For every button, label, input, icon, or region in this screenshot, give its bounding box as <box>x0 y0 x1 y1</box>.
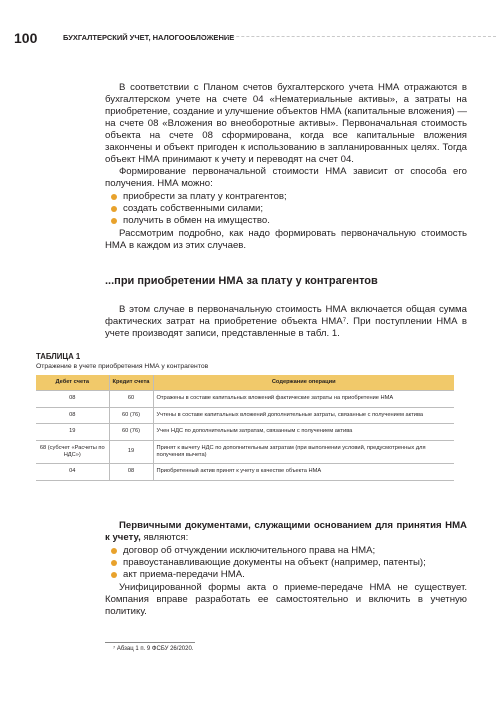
section-paragraph: В этом случае в первоначальную стоимость НМА включается общая сумма фактических затрат на приобретение объекта НМА⁷. При поступлении НМА в учете производят записи, представленные в табл. 1. <box>105 304 467 339</box>
cell-debit: 19 <box>36 424 109 440</box>
table-subcaption: Отражение в учете приобретения НМА у контрагентов <box>36 363 209 370</box>
documents-lead-bold: Первичными документами, служащими основанием для принятия НМА к учету, <box>105 520 467 543</box>
table-row <box>36 391 454 407</box>
list-item: приобрести за плату у контрагентов; <box>105 191 467 203</box>
col-header-debit: Дебет счета <box>36 375 109 391</box>
cell-debit: 04 <box>36 464 109 480</box>
cell-content: Учен НДС по дополнительным затратам, связанным с получением актива <box>153 424 454 440</box>
intro-block <box>105 82 467 252</box>
table-caption: ТАБЛИЦА 1 <box>36 352 81 361</box>
table-row <box>36 464 454 480</box>
cell-credit: 60 <box>109 391 153 407</box>
page-header <box>0 0 496 48</box>
footnote-rule <box>105 642 195 643</box>
list-item: правоустанавливающие документы на объект (например, патенты); <box>105 557 467 569</box>
cell-credit: 08 <box>109 464 153 480</box>
table-row <box>36 407 454 423</box>
documents-lead-rest: являются: <box>140 532 189 543</box>
documents-list <box>105 545 467 581</box>
list-item: получить в обмен на имущество. <box>105 215 467 227</box>
header-rule <box>196 36 496 37</box>
cell-content: Принят к вычету НДС по дополнительным затратам (при выполнении условий, предусмотренных для получения вычета) <box>153 440 454 464</box>
section-paragraph-block <box>105 304 467 340</box>
cell-credit: 19 <box>109 440 153 464</box>
cell-debit: 08 <box>36 391 109 407</box>
section-title: БУХГАЛТЕРСКИЙ УЧЕТ, НАЛОГООБЛОЖЕНИЕ <box>63 33 235 42</box>
intro-paragraph-3: Рассмотрим подробно, как надо формировать первоначальную стоимость НМА в каждом из этих случаев. <box>105 228 467 251</box>
documents-lead <box>105 520 467 544</box>
table-header-row <box>36 375 454 391</box>
intro-paragraph-2: Формирование первоначальной стоимости НМА зависит от способа его получения. НМА можно: <box>105 166 467 189</box>
section-subheading: ...при приобретении НМА за плату у контрагентов <box>105 275 378 287</box>
cell-content: Приобретенный актив принят к учету в качестве объекта НМА <box>153 464 454 480</box>
documents-block <box>105 520 467 618</box>
cell-credit: 60 (76) <box>109 407 153 423</box>
table-row <box>36 424 454 440</box>
entries-table <box>36 375 454 481</box>
list-item: создать собственными силами; <box>105 203 467 215</box>
page-number: 100 <box>14 30 38 46</box>
cell-debit: 68 (субсчет «Расчеты по НДС») <box>36 440 109 464</box>
list-item: договор об отчуждении исключительного права на НМА; <box>105 545 467 557</box>
footnote: ⁷ Абзац 1 п. 9 ФСБУ 26/2020. <box>113 646 194 652</box>
list-item: акт приема-передачи НМА. <box>105 569 467 581</box>
cell-credit: 60 (76) <box>109 424 153 440</box>
col-header-content: Содержание операции <box>153 375 454 391</box>
documents-final-paragraph: Унифицированной формы акта о приеме-передаче НМА не существует. Компания вправе разработать ее самостоятельно и включить в учетную политику. <box>105 582 467 617</box>
table-row <box>36 440 454 464</box>
col-header-credit: Кредит счета <box>109 375 153 391</box>
intro-paragraph-1: В соответствии с Планом счетов бухгалтерского учета НМА отражаются в бухгалтерском учете на счете 04 «Нематериальные активы», а затраты на приобретение, создание и улучшение объектов НМА (капитальные вложения) — на счете 08 «Вложения во внеоборотные активы». Первоначальная стоимость объекта на счете 08 сформирована, когда все капитальные вложения закончены и объект пригоден к использованию в запланированных целях. Тогда объект НМА принимают к учету и переводят на счет 04. <box>105 82 467 165</box>
cell-debit: 08 <box>36 407 109 423</box>
acquisition-methods-list <box>105 191 467 227</box>
cell-content: Учтены в составе капитальных вложений дополнительные затраты, связанные с получением актива <box>153 407 454 423</box>
cell-content: Отражены в составе капитальных вложений фактические затраты на приобретение НМА <box>153 391 454 407</box>
